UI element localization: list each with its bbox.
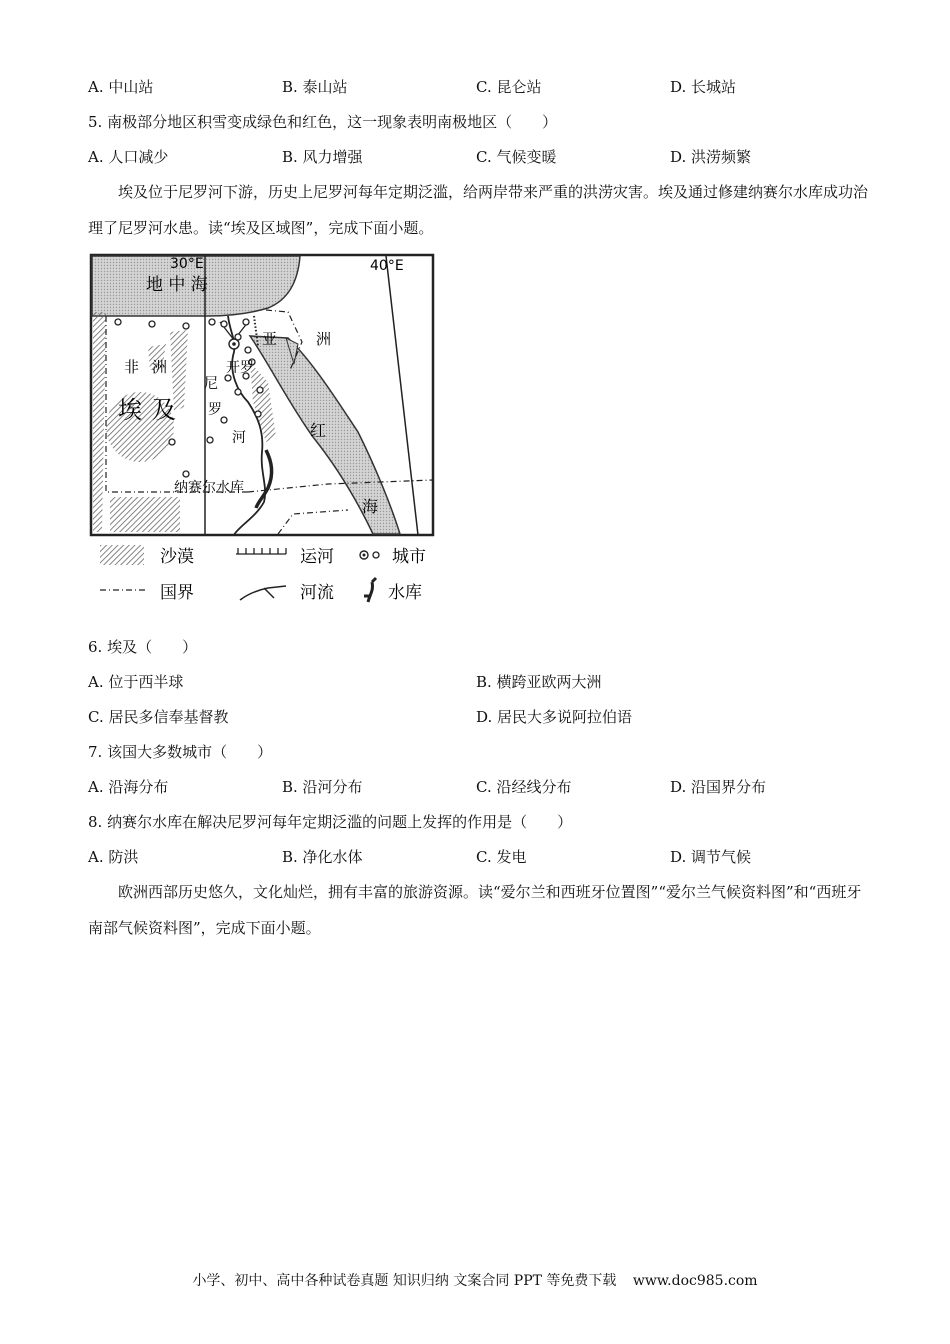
q4-option-b: B. 泰山站 bbox=[282, 78, 348, 96]
q6-stem: 6. 埃及（ ） bbox=[88, 638, 198, 656]
legend-desert-swatch bbox=[100, 545, 144, 565]
q7-option-b: B. 沿河分布 bbox=[282, 778, 363, 796]
footer-link[interactable]: www.doc985.com bbox=[632, 1273, 758, 1289]
passage-europe: 欧洲西部历史悠久，文化灿烂，拥有丰富的旅游资源。读“爱尔兰和西班牙位置图”“爱尔兰气候资料图”和“西班牙南部气候资料图”，完成下面小题。 bbox=[88, 883, 862, 937]
q8-option-b: B. 净化水体 bbox=[282, 848, 363, 866]
egypt-label-2: 及 bbox=[152, 396, 176, 424]
q6-option-c: C. 居民多信奉基督教 bbox=[88, 708, 229, 726]
q5-option-d: D. 洪涝频繁 bbox=[670, 148, 752, 166]
map-legend bbox=[100, 545, 426, 603]
mediterranean-label: 地 中 海 bbox=[146, 275, 208, 295]
q8-option-c: C. 发电 bbox=[476, 848, 527, 866]
nile-label-1: 尼 bbox=[204, 376, 218, 392]
red-sea-label-1: 红 bbox=[310, 421, 327, 440]
q5-option-a: A. 人口减少 bbox=[88, 148, 169, 166]
asia-label-1: 亚 bbox=[262, 330, 278, 348]
legend-river-swatch bbox=[240, 586, 286, 600]
q6-option-d: D. 居民大多说阿拉伯语 bbox=[476, 708, 633, 726]
q6-option-a: A. 位于西半球 bbox=[88, 673, 184, 691]
legend-reservoir-swatch bbox=[364, 578, 376, 602]
footer-text: 小学、初中、高中各种试卷真题 知识归纳 文案合同 PPT 等免费下载 bbox=[192, 1273, 617, 1289]
q5-stem: 5. 南极部分地区积雪变成绿色和红色，这一现象表明南极地区（ ） bbox=[88, 113, 558, 131]
page-footer bbox=[0, 1270, 950, 1290]
legend-desert: 沙漠 bbox=[160, 547, 194, 567]
legend-city: 城市 bbox=[392, 547, 426, 567]
nile-label-2: 罗 bbox=[208, 402, 222, 418]
q6-option-b: B. 横跨亚欧两大洲 bbox=[476, 673, 602, 691]
q8-stem: 8. 纳赛尔水库在解决尼罗河每年定期泛滥的问题上发挥的作用是（ ） bbox=[88, 813, 573, 831]
q8-option-a: A. 防洪 bbox=[88, 848, 139, 866]
legend-canal: 运河 bbox=[300, 547, 334, 567]
q7-option-a: A. 沿海分布 bbox=[88, 778, 169, 796]
lon-30-label: 30°E bbox=[170, 256, 204, 272]
q4-option-a: A. 中山站 bbox=[88, 78, 154, 96]
q7-option-d: D. 沿国界分布 bbox=[670, 778, 767, 796]
q4-option-c: C. 昆仑站 bbox=[476, 78, 542, 96]
q7-option-c: C. 沿经线分布 bbox=[476, 778, 572, 796]
egypt-region-map bbox=[88, 252, 440, 608]
reservoir-label: 纳赛尔水库 bbox=[174, 480, 244, 496]
legend-canal-swatch bbox=[236, 548, 286, 554]
q5-option-c: C. 气候变暖 bbox=[476, 148, 557, 166]
q4-option-d: D. 长城站 bbox=[670, 78, 737, 96]
lon-40-label: 40°E bbox=[370, 258, 404, 274]
legend-border: 国界 bbox=[160, 583, 194, 603]
legend-reservoir: 水库 bbox=[388, 583, 422, 603]
asia-label-2: 洲 bbox=[316, 330, 332, 348]
africa-label-2: 洲 bbox=[152, 358, 168, 376]
red-sea-label-2: 海 bbox=[362, 497, 379, 516]
cairo-label: 开罗 bbox=[226, 360, 254, 376]
q5-option-b: B. 风力增强 bbox=[282, 148, 363, 166]
africa-label-1: 非 bbox=[124, 358, 140, 376]
q8-option-d: D. 调节气候 bbox=[670, 848, 752, 866]
passage-egypt: 埃及位于尼罗河下游，历史上尼罗河每年定期泛滥，给两岸带来严重的洪涝灾害。埃及通过修建纳赛尔水库成功治理了尼罗河水患。读“埃及区域图”，完成下面小题。 bbox=[88, 183, 869, 237]
nile-label-3: 河 bbox=[232, 430, 246, 446]
q7-stem: 7. 该国大多数城市（ ） bbox=[88, 743, 273, 761]
legend-river: 河流 bbox=[300, 583, 334, 603]
egypt-label-1: 埃 bbox=[118, 396, 142, 424]
